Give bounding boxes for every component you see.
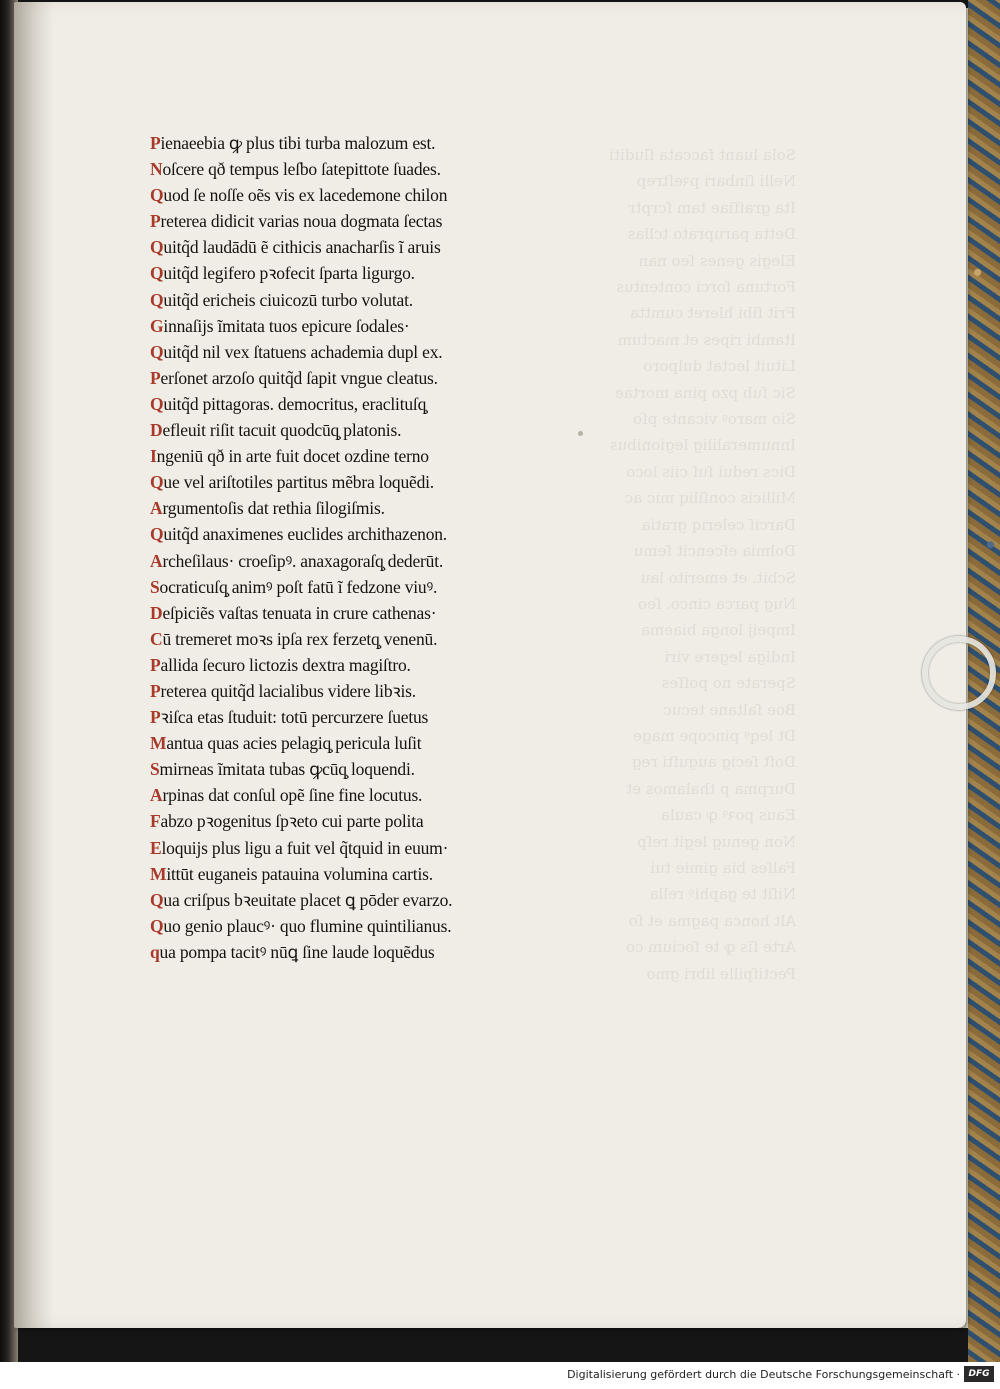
verse-line-text: reterea didicit varias noua dogmata ſectas xyxy=(160,211,443,232)
verse-line xyxy=(150,939,580,965)
bleed-line: Alt honca pagma et ſo xyxy=(628,911,796,930)
rubricated-initial: Q xyxy=(150,915,164,936)
bleed-line: Arte ſis ꝙ te ſocium co xyxy=(625,938,796,957)
verse-line-text: uitq̃d legifero pꝛofecit ſparta ligurgo. xyxy=(163,263,415,284)
verse-line xyxy=(150,521,580,547)
verse-line-text: ue vel ariſtotiles partitus mẽbra loquẽdi. xyxy=(163,472,434,493)
paper-clip xyxy=(922,636,996,710)
verse-line xyxy=(150,287,580,313)
rubricated-initial: Q xyxy=(150,472,164,493)
bleed-line: Frit ſibi hleret cumtta xyxy=(629,304,796,323)
verse-line xyxy=(150,574,580,600)
verse-line-text: ocraticuſq̧ animꝰ poſt fatū ĩ fedzone viuꝰ. xyxy=(159,576,438,597)
bleed-line: Darciſ celeriq gratia xyxy=(641,515,796,534)
rubricated-initial: M xyxy=(150,863,167,884)
verse-line xyxy=(150,469,580,495)
dfg-logo-icon: DFG xyxy=(964,1366,994,1382)
bleed-line: Scbit. et emerito lau xyxy=(640,568,796,587)
verse-line-text: uitq̃d pittagoras. democritus, eraclituſq̧ xyxy=(163,393,427,414)
verse-line xyxy=(150,756,580,782)
rubricated-initial: Q xyxy=(150,393,164,414)
bleed-line: Sperate no poſſes xyxy=(661,674,796,693)
bleed-line: Dt leqꝰ pincope mage xyxy=(633,726,796,745)
verse-line-text: uitq̃d laudādū ẽ cithicis anacharſis ĩ aruis xyxy=(163,237,441,258)
verse-line xyxy=(150,495,580,521)
bleed-line: Dics redui ſuſ ciis loco xyxy=(626,462,796,481)
rubricated-initial: A xyxy=(150,785,163,806)
bleed-line: Niſit te gaphiꝰ rella xyxy=(649,885,796,904)
verse-line-text: rcheſilaus· croeſipꝰ. anaxagoraſq̧ dederūt. xyxy=(162,550,444,571)
verse-line xyxy=(150,626,580,652)
verse-line-text: ū tremeret moꝛs ipſa rex ferzetq̧ venenū. xyxy=(162,628,438,649)
bleed-line: Sola luant faccata ſluditi xyxy=(609,146,796,164)
verse-line-text: erſonet arzoſo quitq̃d ſapit vngue cleatus. xyxy=(160,367,438,388)
verse-line xyxy=(150,234,580,260)
verse-line xyxy=(150,652,580,678)
bleed-line: Doſt ſecig auguſti reg xyxy=(631,753,796,772)
rubricated-initial: P xyxy=(150,367,161,388)
rubricated-initial: S xyxy=(150,576,160,597)
rubricated-initial: N xyxy=(150,159,163,180)
bleed-line: Lituit lectat dulporo xyxy=(643,357,796,376)
verse-line xyxy=(150,365,580,391)
bleed-line: Impeij longa biaema xyxy=(640,621,796,640)
verse-line xyxy=(150,782,580,808)
verse-line-text: ua pompa tacitꝰ nūꝗ ſine laude loquẽdus xyxy=(159,941,435,962)
verse-line-text: eſpiciẽs vaſtas tenuata in crure cathenas· xyxy=(162,602,437,623)
bleed-line: Falſes bia gimie tui xyxy=(650,858,796,877)
verse-line-text: oſcere qð tempus leſbo ſatepittote ſuades. xyxy=(162,159,441,180)
verse-line-text: uod ſe noſſe oẽs vis ex lacedemone chilon xyxy=(163,185,448,206)
verse-line xyxy=(150,313,580,339)
verse-line-text: ua criſpus bꝛeuitate placet ꝗ pōder evarzo. xyxy=(163,889,453,910)
rubricated-initial: C xyxy=(150,628,163,649)
rubricated-initial: Q xyxy=(150,889,164,910)
rubricated-initial: P xyxy=(150,707,161,728)
rubricated-initial: Q xyxy=(150,341,164,362)
bleed-line: Innumeralilig legionibus xyxy=(609,436,796,455)
bleed-line: Non genug legit reſp xyxy=(637,832,796,851)
verse-line-text: uitq̃d anaximenes euclides archithazenon. xyxy=(163,524,447,545)
verse-line xyxy=(150,600,580,626)
verse-line-text: uo genio plaucꝰ· quo flumine quintilianus. xyxy=(163,915,452,936)
bleed-line: Itambi ripes et mactum xyxy=(617,330,796,349)
verse-line xyxy=(150,730,580,756)
verse-line xyxy=(150,260,580,286)
bleed-line: Elegis genes ſeo nan xyxy=(638,251,796,270)
verse-line xyxy=(150,704,580,730)
rubricated-initial: D xyxy=(150,602,163,623)
bleed-line: Nug parca cinco. ſeo xyxy=(637,594,796,613)
verse-line xyxy=(150,808,580,834)
rubricated-initial: I xyxy=(150,446,157,467)
rubricated-initial: Q xyxy=(150,237,164,258)
verse-line-text: rpinas dat conſul opẽ ſine fine locutus. xyxy=(162,785,423,806)
rubricated-initial: Q xyxy=(150,263,164,284)
verse-line-text: antua quas acies pelagiq̧ pericula luſit xyxy=(166,733,422,754)
rubricated-initial: A xyxy=(150,498,163,519)
bleed-line: Eaus poꝛꝰ ꝙ caula xyxy=(660,806,796,825)
funding-credit: Digitalisierung gefördert durch die Deutsche Forschungsgemeinschaft · xyxy=(567,1368,960,1381)
verse-line-text: ngeniū qð in arte fuit docet ozdine terno xyxy=(156,446,429,467)
rubricated-initial: Q xyxy=(150,185,164,206)
bleed-line: Sio maroꝰ vicante pſo xyxy=(633,410,796,429)
verse-line xyxy=(150,417,580,443)
verse-line xyxy=(150,130,580,156)
verse-line xyxy=(150,548,580,574)
verse-line xyxy=(150,678,580,704)
rubricated-initial: D xyxy=(150,420,163,441)
rubricated-initial: P xyxy=(150,680,161,701)
rubricated-initial: E xyxy=(150,837,162,858)
rubricated-initial: A xyxy=(150,550,163,571)
verse-line-text: ꝛiſca etas ſtuduit: totū percurzere ſuetus xyxy=(160,707,429,728)
rubricated-initial: P xyxy=(150,211,161,232)
verse-line-text: ittūt euganeis patauina volumina cartis. xyxy=(166,863,433,884)
rubricated-initial: P xyxy=(150,654,161,675)
verse-line-text: allida ſecuro lictozis dextra magiſtro. xyxy=(160,654,411,675)
verse-line-text: uitq̃d ericheis ciuicozū turbo volutat. xyxy=(163,289,413,310)
verse-line xyxy=(150,861,580,887)
rubricated-initial: Q xyxy=(150,524,164,545)
verse-line-text: mirneas ĩmitata tubas ꝙcūq̧ loquendi. xyxy=(159,759,415,780)
footer-bar xyxy=(0,1362,1000,1389)
verse-line-text: reterea quitq̃d lacialibus videre libꝛis. xyxy=(160,680,416,701)
bleed-line: Nelli ſinbari pꝛeſtrep xyxy=(636,172,796,191)
verse-line xyxy=(150,208,580,234)
verse-line xyxy=(150,391,580,417)
verse-line xyxy=(150,913,580,939)
bleed-line: Ita graſſiae tam ſcrptr xyxy=(628,198,796,217)
rubricated-initial: S xyxy=(150,759,160,780)
verse-line-text: innaſijs ĩmitata tuos epicure ſodales· xyxy=(163,315,410,336)
rubricated-initial: P xyxy=(150,133,161,153)
bleed-line: Durpma p thalamos et xyxy=(626,779,796,798)
verse-line-text: rgumentoſis dat rethia ſilogiſmis. xyxy=(162,498,385,519)
verse-line xyxy=(150,835,580,861)
bleed-line: Boe ſaltane tecuc xyxy=(663,700,796,719)
verse-line-text: uitq̃d nil vex ſtatuens achademia dupl ex. xyxy=(163,341,443,362)
bleed-line: Pectiſpille libri gmo xyxy=(646,964,796,983)
verse-line-text: efleuit riſit tacuit quodcūq̧ platonis. xyxy=(162,420,402,441)
rubricated-initial: q xyxy=(150,941,160,962)
rubricated-initial: Q xyxy=(150,289,164,310)
verse-line xyxy=(150,887,580,913)
verse-line-text: abzo pꝛogenitus ſpꝛeto cui parte polita xyxy=(160,811,424,832)
bleed-line: Fortuna forci contentus xyxy=(616,278,796,297)
verse-text-block xyxy=(150,130,580,965)
verse-line xyxy=(150,339,580,365)
rubricated-initial: F xyxy=(150,811,161,832)
bleed-line: Detta paruprato tcllas xyxy=(627,225,796,244)
rubricated-initial: M xyxy=(150,733,167,754)
verse-line xyxy=(150,182,580,208)
verse-line xyxy=(150,443,580,469)
pinhole xyxy=(578,431,583,436)
bleed-line: Sic ſub pzo pina mortae xyxy=(614,383,796,402)
verse-line-text: loquijs plus ligu a fuit vel q̃tquid in euum· xyxy=(161,837,449,858)
gutter-shadow xyxy=(14,2,54,1328)
rubricated-initial: G xyxy=(150,315,164,336)
verse-line-text: ienaeebia ꝙ plus tibi turba malozum est. xyxy=(160,133,436,153)
verse-line xyxy=(150,156,580,182)
bleed-line: Indiga legere viri xyxy=(664,647,796,666)
bleed-line: Millicis conſiliq mic ac xyxy=(624,489,796,508)
bleed-line: Dolmia eſcencit ſemu xyxy=(633,542,796,561)
